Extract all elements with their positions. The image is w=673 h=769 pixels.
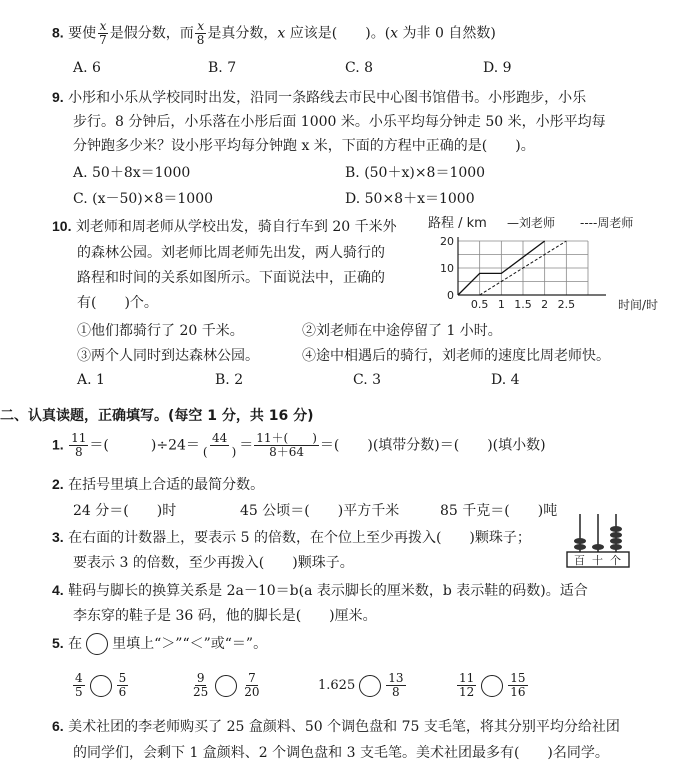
q10-line1: 10. 刘老师和周老师从学校出发，骑自行车到 20 千米外	[52, 218, 397, 235]
q10-line3: 路程和时间的关系如图所示。下面说法中，正确的	[77, 270, 385, 286]
s2q2-blank-b[interactable]: 45 公顷＝( )平方千米	[240, 503, 400, 519]
s2q1-expression: 1. $\frac{11}{8}$ ＝( )÷24＝ $\frac{44}{( )}$ ＝ $\frac{11+( )}{8+64}$ ＝( )(填带分数)＝( )(填小数)	[52, 431, 546, 459]
chart-x-tick-label: 2	[541, 298, 549, 311]
s2q4-line2: 李东穿的鞋子是 36 码，他的脚长是( )厘米。	[73, 608, 377, 624]
s2q6-line2: 的同学们，会剩下 1 盒颜料、2 个调色盘和 3 支毛笔。美术社团最多有( )名同学。	[73, 745, 609, 761]
q10-statement-3: ③两个人同时到达森林公园。	[77, 348, 259, 364]
s2q6-line1: 6. 美术社团的李老师购买了 25 盒颜料、50 个调色盘和 75 支毛笔，将其分别平均分给社团	[52, 718, 620, 735]
q9-option-b[interactable]: B. (50＋x)×8＝1000	[345, 165, 486, 181]
chart-x-tick-label: 1	[497, 298, 505, 311]
s2q3-number: 3.	[52, 529, 64, 545]
s2q3-line2: 要表示 3 的倍数，至少再拨入( )颗珠子。	[73, 555, 354, 571]
compare-circle-4[interactable]	[481, 675, 503, 697]
q9-option-c[interactable]: C. (x－50)×8＝1000	[73, 191, 214, 207]
s2q6-number: 6.	[52, 718, 64, 734]
q10-option-b[interactable]: B. 2	[215, 372, 244, 388]
q9-line2: 步行。8 分钟后，小乐落在小彤后面 1000 米。小乐平均每分钟走 50 米，小彤平均每	[73, 114, 606, 130]
blank-circle-icon	[86, 633, 108, 655]
s2q3-line1: 3. 在右面的计数器上，要表示 5 的倍数，在个位上至少再拨入( )颗珠子；	[52, 529, 531, 546]
chart-xlabel: 时间/时	[618, 298, 659, 312]
q8-number: 8.	[52, 24, 64, 41]
s2q2-line1: 2. 在括号里填上合适的最简分数。	[52, 476, 265, 493]
q10-option-a[interactable]: A. 1	[77, 372, 105, 388]
s2q4-line1: 4. 鞋码与脚长的换算关系是 2a－10＝b(a 表示脚长的厘米数，b 表示鞋的码数)。适合	[52, 582, 588, 599]
s2q2-blank-a[interactable]: 24 分＝( )时	[73, 503, 177, 519]
distance-time-chart	[420, 212, 660, 314]
abacus-label-hundreds: 百	[574, 554, 585, 567]
s2q5-pair-4: $\frac{11}{12}$ $\frac{15}{16}$	[459, 671, 526, 699]
s2q5-line1: 5. 在 里填上“＞”“＜”或“＝”。	[52, 633, 267, 655]
q8-stem: 8. 要使 $\frac{x}{7}$ 是假分数，而 $\frac{x}{8}$ 是真分数，x 应该是( )。(x 为非 0 自然数)	[52, 19, 496, 47]
s2q4-number: 4.	[52, 582, 64, 598]
compare-circle-2[interactable]	[215, 675, 237, 697]
q10-line2: 的森林公园。刘老师比周老师先出发，两人骑行的	[77, 245, 385, 261]
compare-circle-1[interactable]	[90, 675, 112, 697]
chart-ylabel: 路程 / km	[428, 216, 487, 231]
q10-line4: 有( )个。	[77, 295, 158, 311]
chart-x-tick-label: 1.5	[514, 298, 532, 311]
q9-number: 9.	[52, 89, 64, 105]
abacus-label-ones: 个	[610, 554, 621, 567]
q9-option-a[interactable]: A. 50＋8x＝1000	[73, 165, 191, 181]
q9-line1: 9. 小彤和小乐从学校同时出发，沿同一条路线去市民中心图书馆借书。小彤跑步，小乐	[52, 89, 587, 106]
q8-option-b[interactable]: B. 7	[208, 60, 237, 76]
q10-statement-1: ①他们都骑行了 20 千米。	[77, 323, 244, 339]
q10-statement-2: ②刘老师在中途停留了 1 小时。	[302, 323, 502, 339]
q10-option-d[interactable]: D. 4	[491, 372, 520, 388]
q8-option-c[interactable]: C. 8	[345, 60, 374, 76]
q10-option-c[interactable]: C. 3	[353, 372, 382, 388]
s2q1-number: 1.	[52, 436, 64, 453]
chart-x-tick-label: 0.5	[470, 298, 489, 311]
s2q5-pair-2: $\frac{9}{25}$ $\frac{7}{20}$	[193, 671, 260, 699]
s2q5-pair-1: $\frac{4}{5}$ $\frac{5}{6}$	[75, 671, 127, 699]
s2q2-blank-c[interactable]: 85 千克＝( )吨	[440, 503, 558, 519]
q9-line3: 分钟跑多少米？设小彤平均每分钟跑 x 米，下面的方程中正确的是( )。	[73, 138, 535, 154]
q10-statement-4: ④途中相遇后的骑行，刘老师的速度比周老师快。	[302, 348, 610, 364]
q9-option-d[interactable]: D. 50×8＋x＝1000	[345, 191, 475, 207]
chart-legend-zhou: ----周老师	[580, 216, 634, 230]
chart-y-tick-label: 20	[440, 235, 454, 248]
section-2-title: 二、认真读题，正确填写。(每空 1 分，共 16 分)	[0, 408, 314, 424]
abacus-label-tens: 十	[592, 554, 603, 567]
q8-option-d[interactable]: D. 9	[483, 60, 512, 76]
chart-legend-liu: —刘老师	[507, 216, 556, 230]
s2q2-number: 2.	[52, 476, 64, 492]
q8-option-a[interactable]: A. 6	[73, 60, 101, 76]
fraction-x-8: $\frac{x}{8}$	[196, 19, 205, 47]
fraction-44-blank: $\frac{44}{( )}$	[202, 431, 237, 459]
compare-circle-3[interactable]	[359, 675, 381, 697]
s2q5-number: 5.	[52, 635, 64, 651]
fraction-x-7: $\frac{x}{7}$	[99, 19, 107, 47]
q10-number: 10.	[52, 218, 72, 234]
chart-x-tick-label: 2.5	[557, 298, 576, 311]
abacus-counter-icon	[565, 512, 631, 570]
chart-y-tick-label: 10	[440, 262, 454, 275]
fraction-11-8: $\frac{11}{8}$	[71, 431, 87, 459]
chart-y-tick-label: 0	[447, 289, 454, 302]
fraction-11plus-blank: $\frac{11+( )}{8+64}$	[256, 431, 317, 459]
s2q5-pair-3: 1.625 $\frac{13}{8}$	[318, 671, 404, 699]
